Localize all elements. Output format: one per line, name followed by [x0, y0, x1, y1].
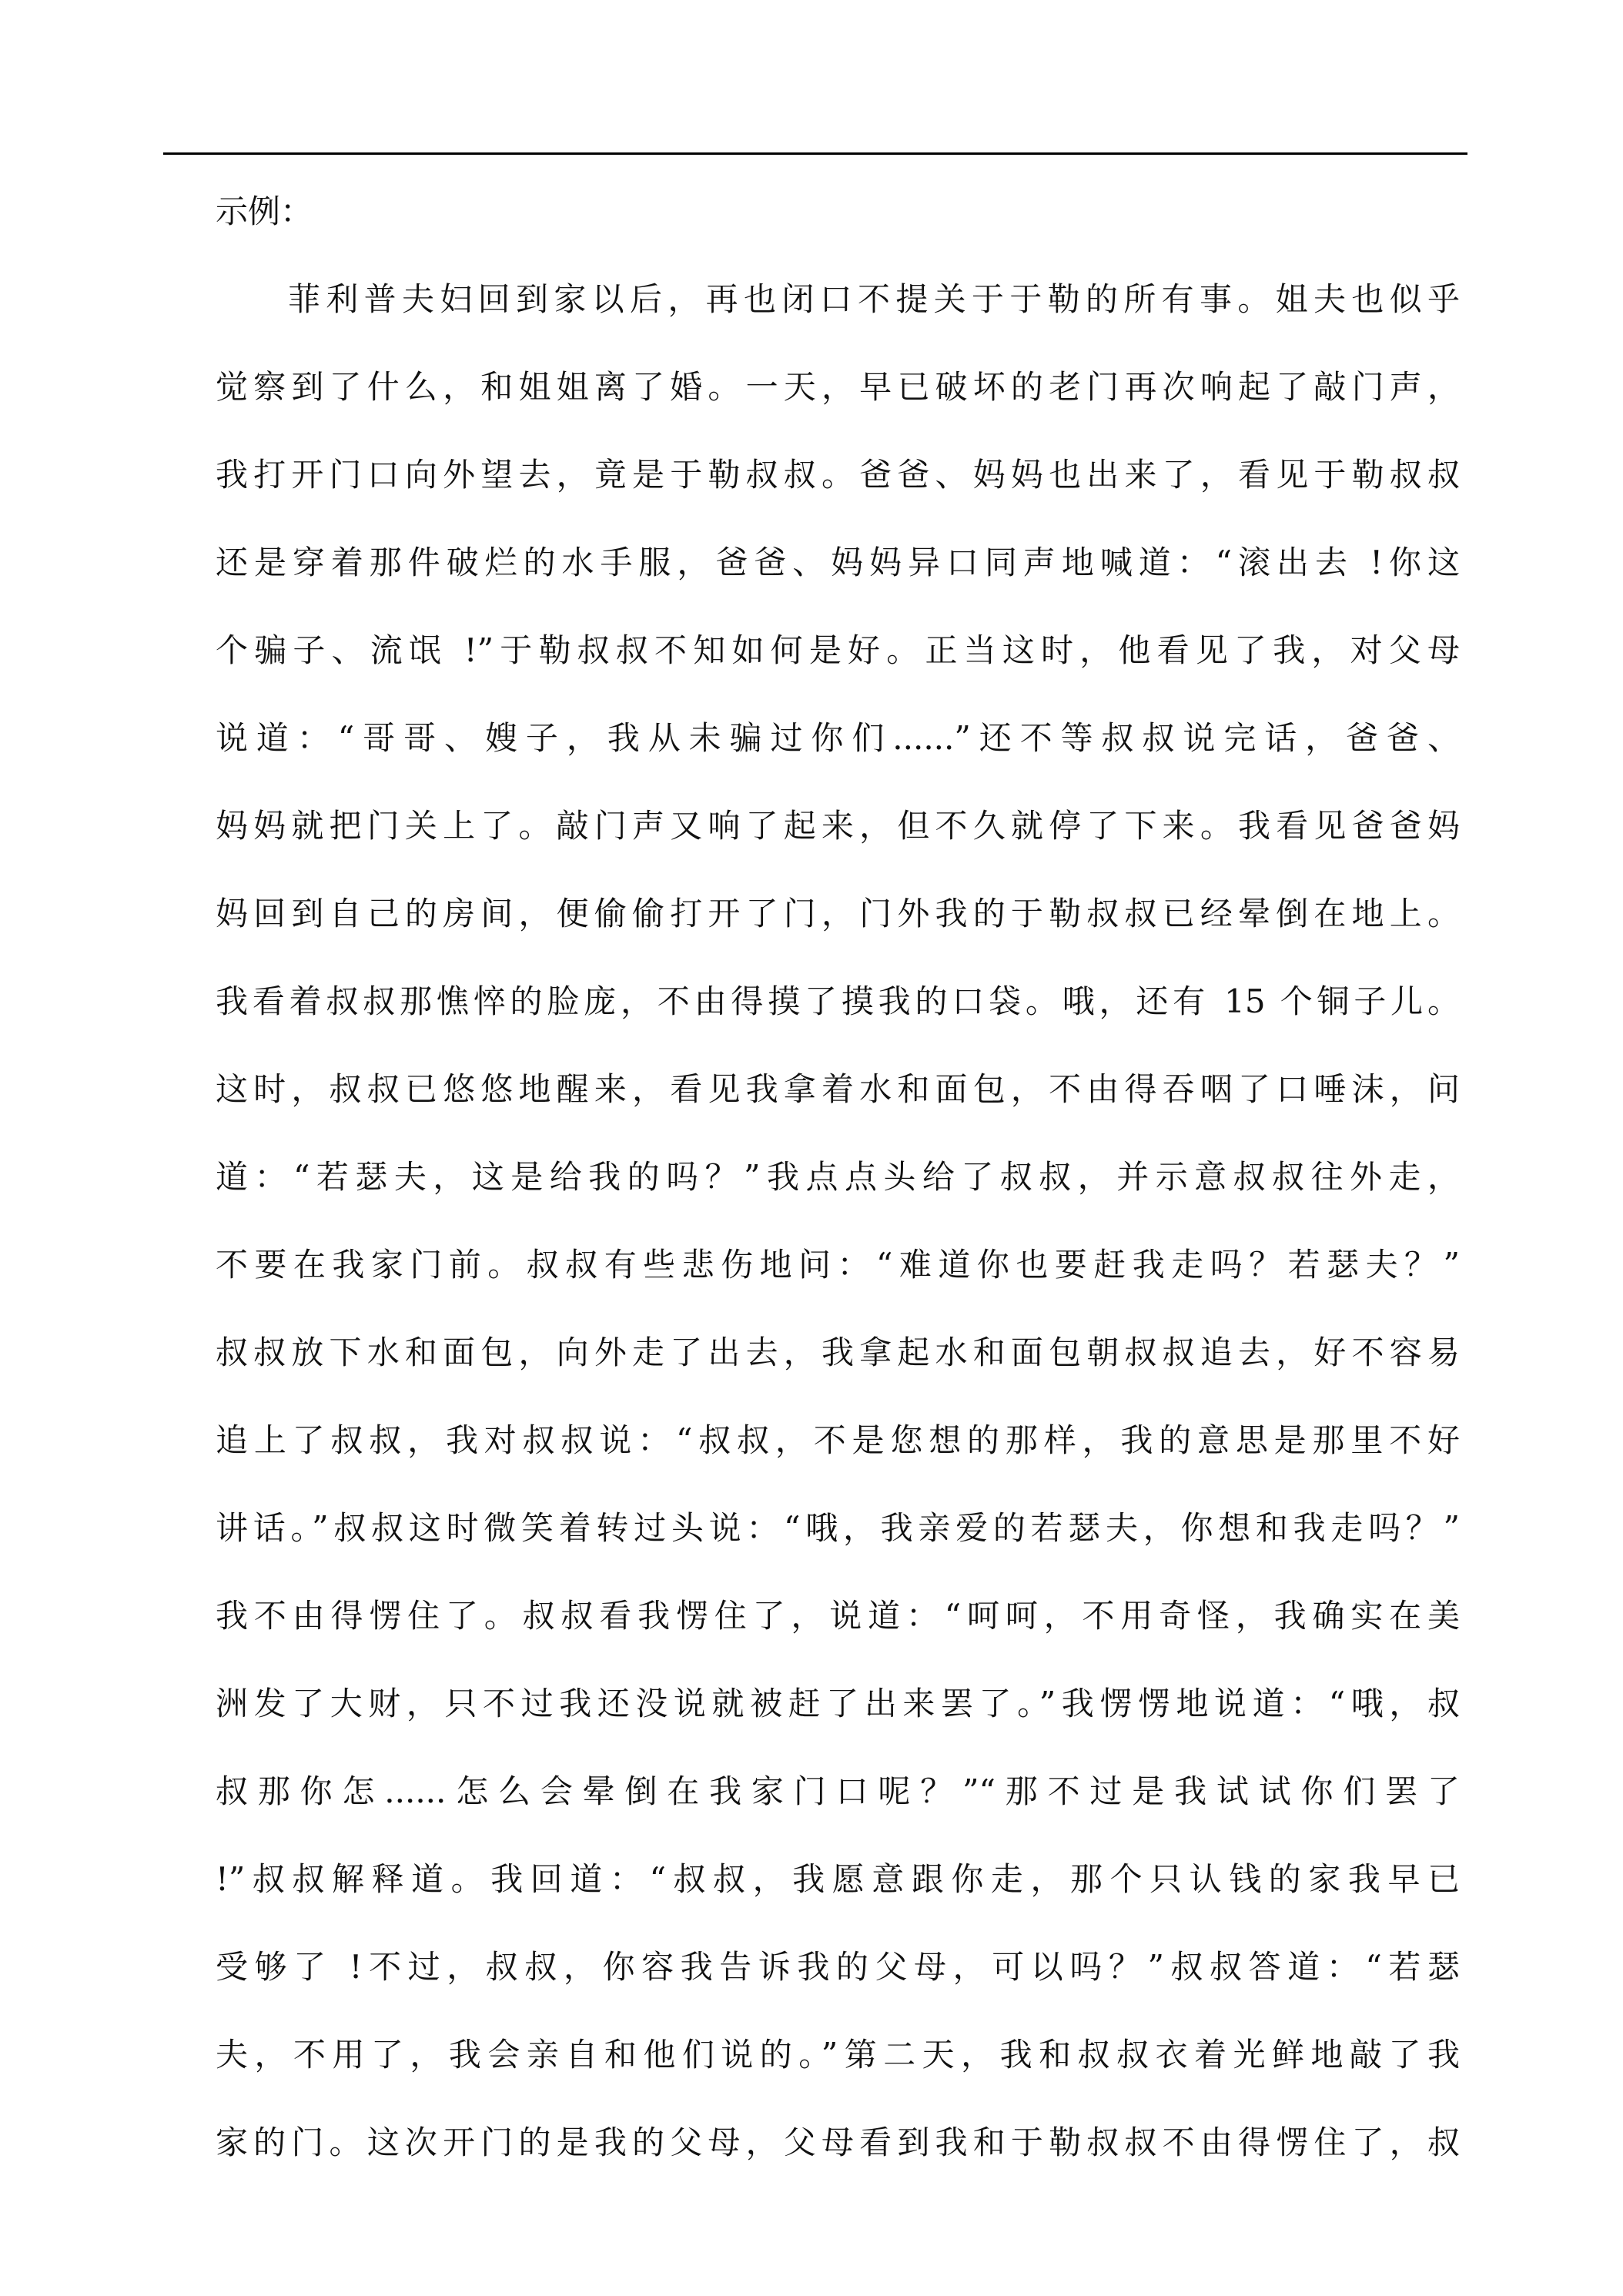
text-line: !”叔叔解释道。我回道：“叔叔，我愿意跟你走，那个只认钱的家我早已	[216, 1860, 1460, 1898]
text-line: 我不由得愣住了。叔叔看我愣住了，说道：“呵呵，不用奇怪，我确实在美	[216, 1597, 1460, 1635]
text-line: 追上了叔叔，我对叔叔说：“叔叔，不是您想的那样，我的意思是那里不好	[216, 1421, 1460, 1459]
text-line: 家的门。这次开门的是我的父母，父母看到我和于勒叔叔不由得愣住了，叔	[216, 2124, 1460, 2161]
text-line: 妈妈就把门关上了。敲门声又响了起来，但不久就停了下来。我看见爸爸妈	[216, 807, 1460, 845]
text-line: 不要在我家门前。叔叔有些悲伤地问：“难道你也要赶我走吗？若瑟夫？”	[216, 1246, 1460, 1284]
text-line: 这时，叔叔已悠悠地醒来，看见我拿着水和面包，不由得吞咽了口唾沫，问	[216, 1070, 1460, 1108]
text-line: 还是穿着那件破烂的水手服，爸爸、妈妈异口同声地喊道：“滚出去 !你这	[216, 544, 1460, 581]
text-line: 妈回到自己的房间，便偷偷打开了门，门外我的于勒叔叔已经晕倒在地上。	[216, 895, 1460, 932]
document-body	[216, 168, 1460, 2187]
text-line: 讲话。”叔叔这时微笑着转过头说：“哦，我亲爱的若瑟夫，你想和我走吗？”	[216, 1509, 1460, 1547]
text-line: 夫，不用了，我会亲自和他们说的。”第二天，我和叔叔衣着光鲜地敲了我	[216, 2036, 1460, 2073]
text-line: 菲利普夫妇回到家以后，再也闭口不提关于于勒的所有事。姐夫也似乎	[288, 280, 1460, 318]
text-line: 觉察到了什么，和姐姐离了婚。一天，早已破坏的老门再次响起了敲门声，	[216, 368, 1460, 406]
text-line: 洲发了大财，只不过我还没说就被赶了出来罢了。”我愣愣地说道：“哦，叔	[216, 1685, 1460, 1722]
text-line: 我看着叔叔那憔悴的脸庞，不由得摸了摸我的口袋。哦，还有 15 个铜子儿。	[216, 982, 1460, 1020]
text-line: 个骗子、流氓 !”于勒叔叔不知如何是好。正当这时，他看见了我，对父母	[216, 631, 1460, 669]
text-line: 叔叔放下水和面包，向外走了出去，我拿起水和面包朝叔叔追去，好不容易	[216, 1334, 1460, 1371]
text-line: 我打开门口向外望去，竟是于勒叔叔。爸爸、妈妈也出来了，看见于勒叔叔	[216, 456, 1460, 494]
text-line: 受够了 !不过，叔叔，你容我告诉我的父母，可以吗？”叔叔答道：“若瑟	[216, 1948, 1460, 1986]
text-line: 叔那你怎......怎么会晕倒在我家门口呢？”“那不过是我试试你们罢了	[216, 1772, 1460, 1810]
text-line: 道：“若瑟夫，这是给我的吗？”我点点头给了叔叔，并示意叔叔往外走，	[216, 1158, 1460, 1196]
text-line: 说道：“哥哥、嫂子，我从未骗过你们......”还不等叔叔说完话，爸爸、	[216, 719, 1460, 757]
example-label: 示例：	[216, 192, 313, 230]
header-rule	[163, 152, 1467, 155]
